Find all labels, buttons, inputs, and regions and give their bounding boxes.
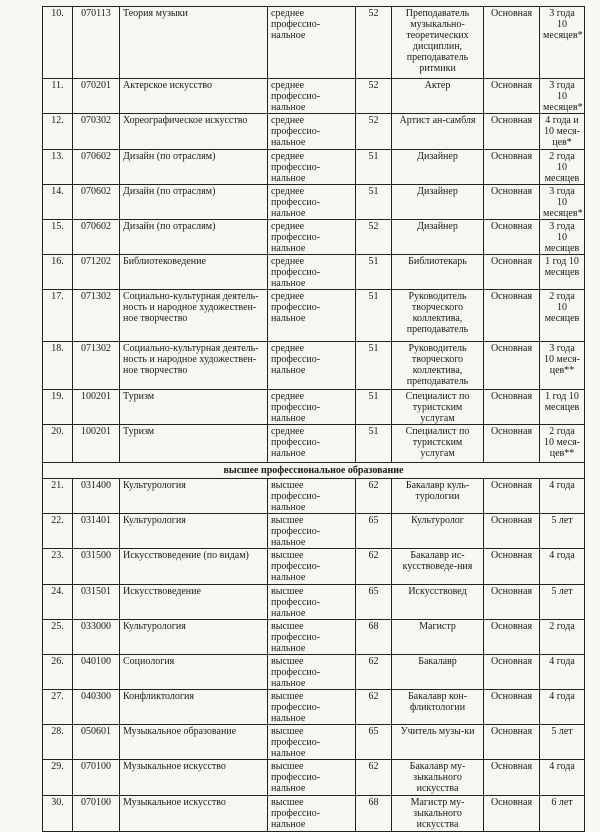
study-duration-cell: 5 лет [540,514,585,549]
program-code-cell: 070602 [73,220,120,255]
table-row [43,290,585,342]
qualification-cell: Бакалавр куль-турологии [392,479,484,514]
education-level-cell: среднее профессио-нальное [268,185,356,220]
table-row [43,114,585,150]
table-row [43,549,585,585]
table-row [43,690,585,725]
qualification-cell: Бакалавр му-зыкального искусства [392,760,484,796]
education-level-cell: среднее профессио-нальное [268,425,356,463]
row-number-cell: 23. [43,549,73,585]
program-code-cell: 070602 [73,185,120,220]
group-code-cell: 65 [356,725,392,760]
qualification-cell: Дизайнер [392,150,484,185]
education-level-cell: среднее профессио-нальное [268,390,356,425]
table-row [43,514,585,549]
table-row [43,725,585,760]
table-row [43,760,585,796]
row-number-cell: 12. [43,114,73,150]
program-base-cell: Основная [484,725,540,760]
program-code-cell: 070100 [73,760,120,796]
study-duration-cell: 2 года 10 месяцев [540,290,585,342]
program-name-cell: Культурология [120,514,268,549]
program-name-cell: Дизайн (по отраслям) [120,220,268,255]
table-row [43,796,585,832]
group-code-cell: 62 [356,549,392,585]
study-duration-cell: 5 лет [540,585,585,620]
row-number-cell: 10. [43,7,73,79]
education-level-cell: высшее профессио-нальное [268,514,356,549]
program-code-cell: 100201 [73,425,120,463]
education-level-cell: среднее профессио-нальное [268,220,356,255]
education-level-cell: высшее профессио-нальное [268,655,356,690]
program-name-cell: Хореографическое искусство [120,114,268,150]
program-code-cell: 070602 [73,150,120,185]
row-number-cell: 20. [43,425,73,463]
group-code-cell: 51 [356,342,392,390]
study-duration-cell: 3 года 10 месяцев* [540,185,585,220]
study-duration-cell: 6 лет [540,796,585,832]
program-base-cell: Основная [484,585,540,620]
group-code-cell: 51 [356,390,392,425]
section-header [43,463,585,479]
group-code-cell: 52 [356,114,392,150]
program-code-cell: 070302 [73,114,120,150]
row-number-cell: 16. [43,255,73,290]
education-level-cell: среднее профессио-нальное [268,114,356,150]
row-number-cell: 25. [43,620,73,655]
group-code-cell: 62 [356,690,392,725]
qualification-cell: Искусствовед [392,585,484,620]
group-code-cell: 51 [356,290,392,342]
education-level-cell: среднее профессио-нальное [268,150,356,185]
program-name-cell: Культурология [120,479,268,514]
program-code-cell: 031501 [73,585,120,620]
program-name-cell: Актерское искусство [120,79,268,114]
table-row [43,185,585,220]
table-row [43,425,585,463]
table-row [43,79,585,114]
row-number-cell: 15. [43,220,73,255]
program-base-cell: Основная [484,690,540,725]
study-duration-cell: 4 года [540,655,585,690]
program-base-cell: Основная [484,255,540,290]
study-duration-cell: 4 года [540,690,585,725]
row-number-cell: 11. [43,79,73,114]
education-level-cell: среднее профессио-нальное [268,255,356,290]
qualification-cell: Преподаватель музыкально-теоретических дисциплин, преподаватель ритмики [392,7,484,79]
qualification-cell: Артист ан-самбля [392,114,484,150]
row-number-cell: 29. [43,760,73,796]
row-number-cell: 14. [43,185,73,220]
program-base-cell: Основная [484,220,540,255]
program-name-cell: Искусствоведение [120,585,268,620]
program-name-cell: Библиотековедение [120,255,268,290]
education-level-cell: среднее профессио-нальное [268,7,356,79]
section-title: высшее профессиональное образование [43,463,585,479]
program-base-cell: Основная [484,479,540,514]
study-duration-cell: 2 года 10 меся-цев** [540,425,585,463]
row-number-cell: 18. [43,342,73,390]
program-base-cell: Основная [484,79,540,114]
group-code-cell: 51 [356,425,392,463]
education-level-cell: высшее профессио-нальное [268,690,356,725]
program-base-cell: Основная [484,7,540,79]
program-code-cell: 040100 [73,655,120,690]
group-code-cell: 51 [356,185,392,220]
table-row [43,150,585,185]
study-duration-cell: 3 года 10 месяцев* [540,7,585,79]
program-code-cell: 071302 [73,290,120,342]
study-duration-cell: 3 года 10 месяцев* [540,79,585,114]
table-row [43,220,585,255]
row-number-cell: 26. [43,655,73,690]
qualification-cell: Дизайнер [392,185,484,220]
qualification-cell: Дизайнер [392,220,484,255]
group-code-cell: 62 [356,760,392,796]
qualification-cell: Магистр [392,620,484,655]
study-duration-cell: 5 лет [540,725,585,760]
program-code-cell: 071202 [73,255,120,290]
qualification-cell: Специалист по туристским услугам [392,390,484,425]
study-duration-cell: 4 года [540,549,585,585]
study-duration-cell: 2 года [540,620,585,655]
program-code-cell: 031401 [73,514,120,549]
study-duration-cell: 3 года 10 месяцев [540,220,585,255]
education-level-cell: высшее профессио-нальное [268,585,356,620]
group-code-cell: 65 [356,514,392,549]
table-row [43,390,585,425]
study-duration-cell: 4 года и 10 меся-цев* [540,114,585,150]
study-duration-cell: 4 года [540,479,585,514]
program-base-cell: Основная [484,796,540,832]
program-base-cell: Основная [484,150,540,185]
study-duration-cell: 1 год 10 месяцев [540,390,585,425]
group-code-cell: 65 [356,585,392,620]
qualification-cell: Магистр му-зыкального искусства [392,796,484,832]
row-number-cell: 30. [43,796,73,832]
program-name-cell: Конфликтология [120,690,268,725]
group-code-cell: 62 [356,479,392,514]
program-base-cell: Основная [484,114,540,150]
group-code-cell: 68 [356,796,392,832]
table-row [43,479,585,514]
program-name-cell: Теория музыки [120,7,268,79]
education-level-cell: среднее профессио-нальное [268,342,356,390]
qualification-cell: Бакалавр кон-фликтологии [392,690,484,725]
qualification-cell: Бакалавр ис-кусствоведе-ния [392,549,484,585]
program-name-cell: Музыкальное искусство [120,760,268,796]
program-code-cell: 071302 [73,342,120,390]
education-level-cell: высшее профессио-нальное [268,796,356,832]
higher-education-rows [43,479,585,832]
program-name-cell: Дизайн (по отраслям) [120,185,268,220]
program-code-cell: 033000 [73,620,120,655]
group-code-cell: 51 [356,150,392,185]
program-code-cell: 031500 [73,549,120,585]
group-code-cell: 52 [356,7,392,79]
row-number-cell: 13. [43,150,73,185]
table-row [43,255,585,290]
program-base-cell: Основная [484,390,540,425]
group-code-cell: 68 [356,620,392,655]
program-base-cell: Основная [484,620,540,655]
table-row [43,585,585,620]
row-number-cell: 17. [43,290,73,342]
qualification-cell: Библиотекарь [392,255,484,290]
row-number-cell: 21. [43,479,73,514]
row-number-cell: 27. [43,690,73,725]
group-code-cell: 62 [356,655,392,690]
qualification-cell: Актер [392,79,484,114]
table-row [43,620,585,655]
program-code-cell: 050601 [73,725,120,760]
program-base-cell: Основная [484,655,540,690]
education-level-cell: высшее профессио-нальное [268,725,356,760]
row-number-cell: 19. [43,390,73,425]
group-code-cell: 52 [356,220,392,255]
program-name-cell: Социология [120,655,268,690]
program-base-cell: Основная [484,425,540,463]
study-duration-cell: 4 года [540,760,585,796]
study-duration-cell: 3 года 10 меся-цев** [540,342,585,390]
program-name-cell: Искусствоведение (по видам) [120,549,268,585]
program-base-cell: Основная [484,185,540,220]
study-duration-cell: 1 год 10 месяцев [540,255,585,290]
qualification-cell: Культуролог [392,514,484,549]
program-base-cell: Основная [484,549,540,585]
program-name-cell: Музыкальное искусство [120,796,268,832]
program-base-cell: Основная [484,514,540,549]
education-level-cell: высшее профессио-нальное [268,549,356,585]
education-level-cell: среднее профессио-нальное [268,79,356,114]
program-name-cell: Дизайн (по отраслям) [120,150,268,185]
row-number-cell: 28. [43,725,73,760]
programs-table [42,6,585,832]
group-code-cell: 52 [356,79,392,114]
row-number-cell: 22. [43,514,73,549]
program-code-cell: 070201 [73,79,120,114]
group-code-cell: 51 [356,255,392,290]
education-level-cell: среднее профессио-нальное [268,290,356,342]
program-code-cell: 040300 [73,690,120,725]
row-number-cell: 24. [43,585,73,620]
education-level-cell: высшее профессио-нальное [268,479,356,514]
program-code-cell: 031400 [73,479,120,514]
section-row [43,463,585,479]
qualification-cell: Специалист по туристским услугам [392,425,484,463]
education-level-cell: высшее профессио-нальное [268,620,356,655]
secondary-education-rows [43,7,585,463]
qualification-cell: Руководитель творческого коллектива, преподаватель [392,342,484,390]
qualification-cell: Руководитель творческого коллектива, преподаватель [392,290,484,342]
program-name-cell: Социально-культурная деятель-ность и народное художествен-ное творчество [120,290,268,342]
program-base-cell: Основная [484,290,540,342]
program-base-cell: Основная [484,342,540,390]
qualification-cell: Учитель музы-ки [392,725,484,760]
program-name-cell: Туризм [120,425,268,463]
program-code-cell: 100201 [73,390,120,425]
study-duration-cell: 2 года 10 месяцев [540,150,585,185]
table-row [43,342,585,390]
table-row [43,655,585,690]
program-code-cell: 070100 [73,796,120,832]
program-name-cell: Социально-культурная деятель-ность и народное художествен-ное творчество [120,342,268,390]
program-name-cell: Культурология [120,620,268,655]
program-name-cell: Музыкальное образование [120,725,268,760]
education-level-cell: высшее профессио-нальное [268,760,356,796]
program-name-cell: Туризм [120,390,268,425]
program-base-cell: Основная [484,760,540,796]
program-code-cell: 070113 [73,7,120,79]
table-row [43,7,585,79]
qualification-cell: Бакалавр [392,655,484,690]
